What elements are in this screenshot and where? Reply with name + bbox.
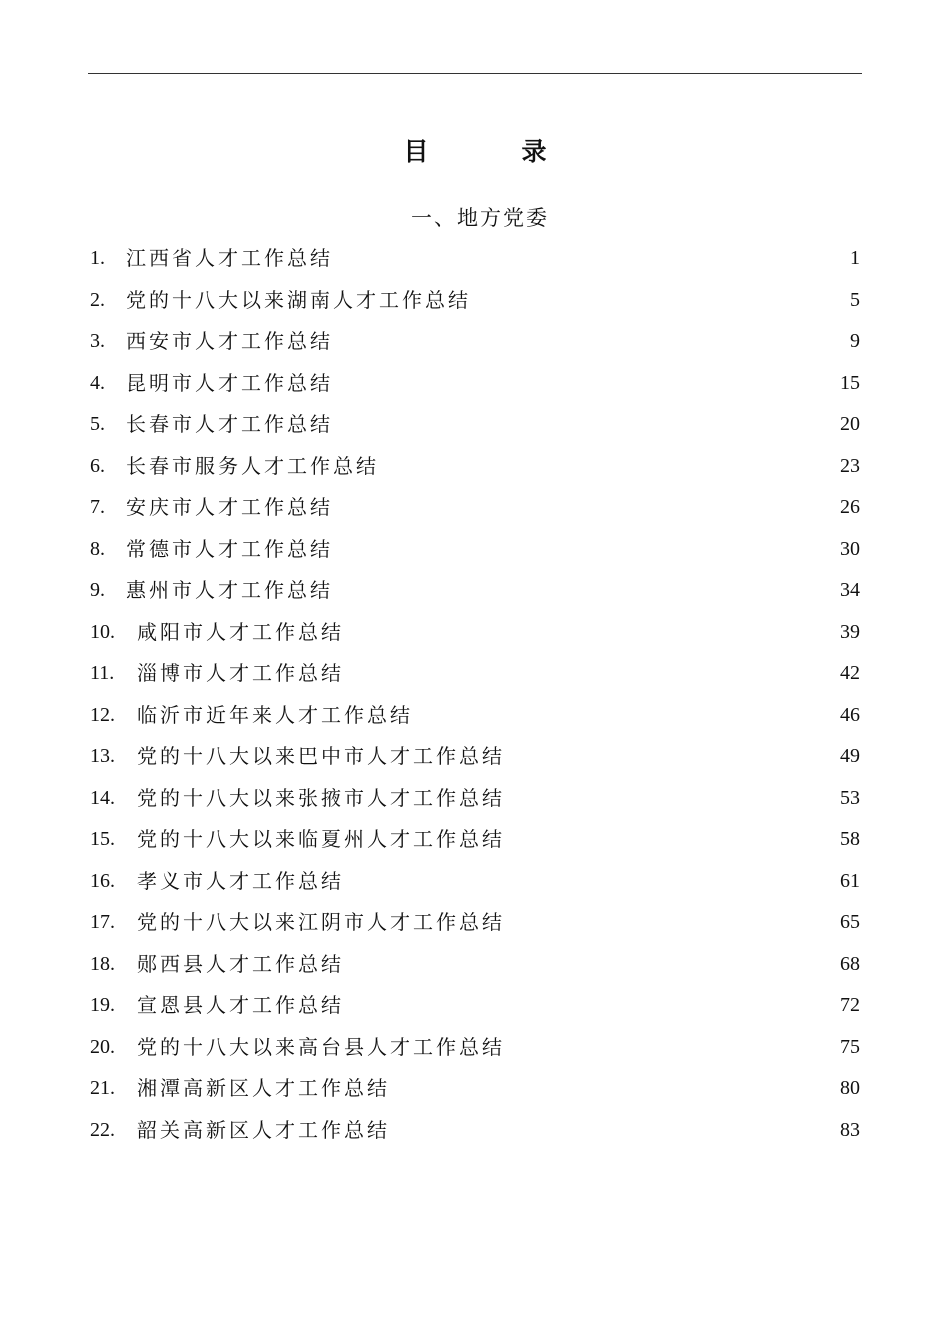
toc-entry-title: 党的十八大以来湖南人才工作总结 xyxy=(126,287,471,312)
toc-entry[interactable] xyxy=(90,656,860,698)
toc-entry-title: 江西省人才工作总结 xyxy=(126,246,333,270)
page-title: 目 录 xyxy=(403,137,581,166)
toc-entry[interactable] xyxy=(90,532,860,574)
toc-entry-page-number: 42 xyxy=(840,662,860,684)
toc-entry-number: 22. xyxy=(90,1118,115,1141)
toc-entry-title: 常德市人才工作总结 xyxy=(126,536,333,561)
toc-entry-number: 18. xyxy=(90,952,115,975)
toc-entry-title: 临沂市近年来人才工作总结 xyxy=(137,702,413,727)
toc-entry[interactable] xyxy=(90,283,860,325)
toc-entry-title: 淄博市人才工作总结 xyxy=(137,661,344,685)
toc-entry-page-number: 83 xyxy=(840,1118,860,1141)
toc-entry[interactable] xyxy=(90,905,860,947)
toc-entry-page-number: 53 xyxy=(840,786,860,809)
toc-entry[interactable] xyxy=(90,988,860,1030)
toc-entry-page-number: 26 xyxy=(840,496,860,518)
toc-entry[interactable] xyxy=(90,573,860,615)
toc-entry-page-number: 65 xyxy=(840,911,860,933)
toc-entry-number: 15. xyxy=(90,828,115,850)
toc-entry-title: 湘潭高新区人才工作总结 xyxy=(137,1076,390,1100)
toc-entry-page-number: 72 xyxy=(840,994,860,1016)
toc-entry-number: 12. xyxy=(90,703,115,726)
toc-entry-title: 孝义市人才工作总结 xyxy=(137,868,344,893)
toc-entry-page-number: 46 xyxy=(840,703,860,726)
toc-entry-title: 昆明市人才工作总结 xyxy=(126,370,333,395)
toc-entry[interactable] xyxy=(90,947,860,989)
toc-entry-number: 13. xyxy=(90,745,115,767)
toc-entry[interactable] xyxy=(90,615,860,657)
toc-entry-number: 9. xyxy=(90,579,105,601)
toc-entry-title: 长春市服务人才工作总结 xyxy=(126,453,379,478)
toc-entry-title: 党的十八大以来高台县人才工作总结 xyxy=(137,1034,505,1059)
toc-entry-page-number: 80 xyxy=(840,1077,860,1099)
toc-entry[interactable] xyxy=(90,864,860,906)
toc-entry[interactable] xyxy=(90,241,860,283)
toc-entry-page-number: 5 xyxy=(850,288,860,311)
toc-entry[interactable] xyxy=(90,490,860,532)
header-rule xyxy=(88,73,862,74)
toc-entry[interactable] xyxy=(90,822,860,864)
toc-entry-page-number: 23 xyxy=(840,454,860,477)
toc-entry-number: 8. xyxy=(90,537,105,560)
toc-entry-title: 党的十八大以来巴中市人才工作总结 xyxy=(137,744,505,768)
toc-entry-page-number: 15 xyxy=(840,371,860,394)
toc-entry[interactable] xyxy=(90,739,860,781)
toc-entry-title: 宣恩县人才工作总结 xyxy=(137,993,344,1017)
toc-entry-page-number: 61 xyxy=(840,869,860,892)
toc-entry-page-number: 9 xyxy=(850,330,860,352)
toc-list xyxy=(90,241,860,1154)
toc-entry-number: 19. xyxy=(90,994,115,1016)
toc-entry-number: 14. xyxy=(90,786,115,809)
toc-entry[interactable] xyxy=(90,1071,860,1113)
toc-entry-number: 11. xyxy=(90,662,115,684)
toc-entry-page-number: 68 xyxy=(840,952,860,975)
toc-entry-title: 党的十八大以来江阴市人才工作总结 xyxy=(137,910,505,934)
toc-entry-number: 10. xyxy=(90,620,115,643)
toc-entry-number: 5. xyxy=(90,413,105,435)
toc-entry[interactable] xyxy=(90,1030,860,1072)
toc-entry-title: 惠州市人才工作总结 xyxy=(126,578,333,602)
toc-entry-number: 6. xyxy=(90,454,105,477)
toc-entry-page-number: 49 xyxy=(840,745,860,767)
toc-entry-number: 4. xyxy=(90,371,105,394)
toc-entry[interactable] xyxy=(90,366,860,408)
section-heading: 一、地方党委 xyxy=(411,206,549,230)
toc-entry-title: 党的十八大以来临夏州人才工作总结 xyxy=(137,827,505,851)
toc-entry-page-number: 30 xyxy=(840,537,860,560)
toc-entry-page-number: 39 xyxy=(840,620,860,643)
toc-entry-page-number: 75 xyxy=(840,1035,860,1058)
toc-entry-number: 1. xyxy=(90,247,105,269)
toc-entry-title: 韶关高新区人才工作总结 xyxy=(137,1117,390,1142)
toc-entry-number: 7. xyxy=(90,496,105,518)
toc-entry-number: 17. xyxy=(90,911,115,933)
toc-entry-number: 2. xyxy=(90,288,105,311)
toc-entry-title: 长春市人才工作总结 xyxy=(126,412,333,436)
toc-entry-title: 党的十八大以来张掖市人才工作总结 xyxy=(137,785,505,810)
toc-entry-title: 郧西县人才工作总结 xyxy=(137,951,344,976)
toc-entry-page-number: 58 xyxy=(840,828,860,850)
toc-entry-number: 3. xyxy=(90,330,105,352)
toc-entry-title: 安庆市人才工作总结 xyxy=(126,495,333,519)
toc-entry-page-number: 34 xyxy=(840,579,860,601)
toc-entry-number: 16. xyxy=(90,869,115,892)
toc-entry-title: 咸阳市人才工作总结 xyxy=(137,619,344,644)
toc-entry[interactable] xyxy=(90,324,860,366)
toc-entry-page-number: 20 xyxy=(840,413,860,435)
toc-entry-page-number: 1 xyxy=(850,247,860,269)
toc-entry-number: 20. xyxy=(90,1035,115,1058)
toc-entry[interactable] xyxy=(90,407,860,449)
toc-entry-title: 西安市人才工作总结 xyxy=(126,329,333,353)
toc-entry-number: 21. xyxy=(90,1077,115,1099)
toc-entry[interactable] xyxy=(90,781,860,823)
toc-entry[interactable] xyxy=(90,1113,860,1155)
toc-entry[interactable] xyxy=(90,449,860,491)
toc-entry[interactable] xyxy=(90,698,860,740)
